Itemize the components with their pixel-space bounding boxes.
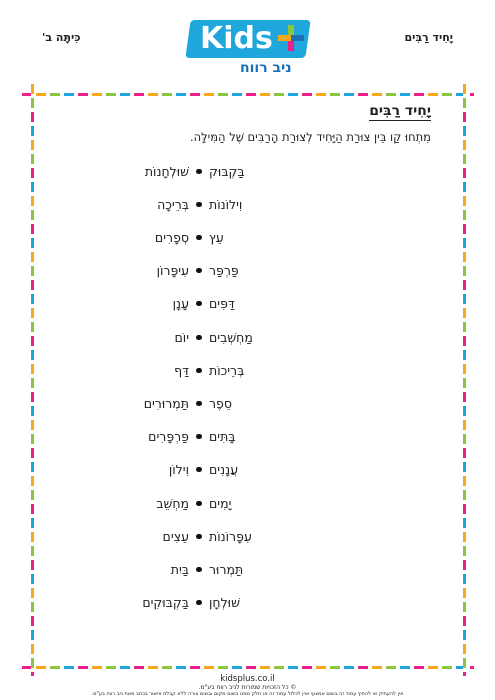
bullet-dot[interactable]	[197, 202, 202, 207]
word-item[interactable]	[196, 160, 346, 182]
word-item[interactable]	[52, 392, 202, 414]
word-item[interactable]	[196, 558, 346, 580]
word-item[interactable]	[52, 426, 202, 448]
bullet-dot[interactable]	[197, 567, 202, 572]
word-text: עִפָּרוֹנוֹת	[209, 528, 252, 544]
bullet-dot[interactable]	[197, 501, 202, 506]
frame-left-border	[31, 84, 34, 676]
word-text: עִיפָּרוֹן	[156, 263, 189, 279]
word-text: בָּתִּים	[209, 429, 236, 445]
footer-site: kidsplus.co.il	[220, 674, 275, 684]
frame-right-border	[463, 84, 466, 676]
word-text: דַּף	[174, 362, 189, 378]
word-text: שׁוּלְחָנוֹת	[144, 163, 189, 179]
word-item[interactable]	[52, 193, 202, 215]
word-item[interactable]	[52, 459, 202, 481]
grade-label: כִּיתָּה ב'	[42, 31, 81, 44]
word-item[interactable]	[196, 193, 346, 215]
topic-label: יָחִיד רַבִּים	[404, 31, 453, 44]
word-text: עֲנָנִים	[209, 462, 239, 478]
bullet-dot[interactable]	[197, 600, 202, 605]
word-text: שׁוּלְחָן	[209, 595, 240, 611]
word-item[interactable]	[52, 492, 202, 514]
word-item[interactable]	[52, 293, 202, 315]
word-item[interactable]	[52, 260, 202, 282]
bullet-dot[interactable]	[197, 169, 202, 174]
word-text: דַּפִּים	[209, 296, 235, 312]
word-text: תַּמְרוּרִים	[143, 395, 189, 411]
bullet-dot[interactable]	[197, 301, 202, 306]
word-text: מַחְשֵׁב	[156, 495, 189, 511]
footer-legal: אין להעתיק או להפיץ עמוד זה בשום אמצעי ואין לכלול עמוד זה או חלק ממנו בשום מקום ובשום צורה ללא קבלת אישור בכתב מאת ניב רווח בע"מ.	[91, 691, 404, 697]
word-item[interactable]	[52, 592, 202, 614]
word-text: סְפָרִים	[154, 229, 189, 245]
word-item[interactable]	[196, 492, 346, 514]
word-text: עֵץ	[209, 229, 224, 245]
word-item[interactable]	[196, 226, 346, 248]
bullet-dot[interactable]	[197, 268, 202, 273]
word-item[interactable]	[52, 558, 202, 580]
logo-subtitle: ניב רווח	[240, 60, 292, 76]
word-text: עָנָן	[172, 296, 189, 312]
bullet-dot[interactable]	[197, 368, 202, 373]
word-text: סֵפֶר	[209, 395, 232, 411]
word-text: בְּרֵיכוֹת	[209, 362, 245, 378]
word-item[interactable]	[196, 525, 346, 547]
plus-icon	[278, 25, 304, 51]
word-item[interactable]	[52, 226, 202, 248]
word-text: פַּרְפָּרִים	[148, 429, 189, 445]
bullet-dot[interactable]	[197, 467, 202, 472]
word-text: וִילוֹן	[168, 462, 189, 478]
bullet-dot[interactable]	[197, 534, 202, 539]
word-item[interactable]	[196, 459, 346, 481]
word-item[interactable]	[52, 525, 202, 547]
word-text: עֵצִים	[162, 528, 189, 544]
word-item[interactable]	[196, 426, 346, 448]
word-item[interactable]	[52, 359, 202, 381]
word-item[interactable]	[196, 592, 346, 614]
word-item[interactable]	[196, 260, 346, 282]
word-text: בְּרֵיכָה	[157, 196, 189, 212]
bullet-dot[interactable]	[197, 235, 202, 240]
word-text: בַּקְבּוּק	[209, 163, 245, 179]
word-item[interactable]	[196, 293, 346, 315]
word-text: יוֹם	[174, 329, 189, 345]
word-item[interactable]	[196, 392, 346, 414]
word-text: יָמִים	[209, 495, 232, 511]
word-text: תַּמְרוּר	[209, 561, 244, 577]
footer-copyright: © כל הזכויות שמורות לניב רווח בע"מ.	[198, 684, 297, 691]
bullet-dot[interactable]	[197, 335, 202, 340]
worksheet-title: יָחִיד רַבִּים	[369, 103, 431, 119]
frame-top-border	[22, 93, 474, 96]
word-item[interactable]	[196, 359, 346, 381]
bullet-dot[interactable]	[197, 401, 202, 406]
word-item[interactable]	[196, 326, 346, 348]
word-text: פַּרְפַּר	[209, 263, 239, 279]
kidsplus-logo	[188, 20, 308, 76]
word-text: בַּיִת	[170, 561, 189, 577]
word-item[interactable]	[52, 160, 202, 182]
bullet-dot[interactable]	[197, 434, 202, 439]
word-text: מַחְשְׁבִים	[209, 329, 253, 345]
word-text: בַּקְבּוּקִים	[142, 595, 189, 611]
word-text: וִילוֹנוֹת	[209, 196, 243, 212]
word-item[interactable]	[52, 326, 202, 348]
logo-word: Kids	[200, 21, 273, 56]
worksheet-instruction: מִתְחוּ קַו בֵּין צוּרַת הַיָּחִיד לְצוּרַת הָרַבִּים שֶׁל הַמִּילָּה.	[189, 130, 431, 144]
frame-bottom-border	[22, 666, 474, 669]
